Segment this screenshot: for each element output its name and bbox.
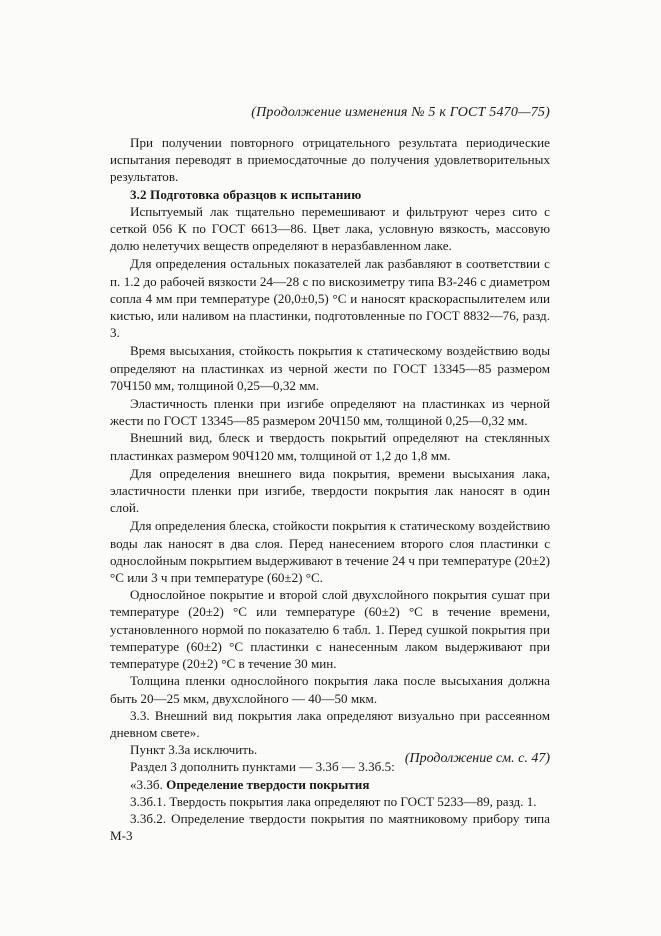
paragraph: 3.3. Внешний вид покрытия лака определяют визуально при рассеянном дневном свете».: [110, 707, 550, 740]
paragraph: Испытуемый лак тщательно перемешивают и фильтруют через сито с сеткой 056 К по ГОСТ 6613—86. Цвет лака, условную вязкость, массовую долю нелетучих веществ определяют в неразбавленном лаке.: [110, 203, 550, 254]
paragraph: Эластичность пленки при изгибе определяют на пластинках из черной жести по ГОСТ 13345—85 размером 20Ч150 мм, толщиной 0,25—0,32 мм.: [110, 396, 550, 429]
paragraph: 3.3б.1. Твердость покрытия лака определяют по ГОСТ 5233—89, разд. 1.: [130, 793, 537, 809]
paragraph: Внешний вид, блеск и твердость покрытий определяют на стеклянных пластинках размером 90Ч120 мм, толщиной от 1,2 до 1,8 мм.: [110, 430, 550, 463]
document-body: [110, 134, 550, 844]
subsection-heading: [110, 776, 550, 793]
paragraph: Время высыхания, стойкость покрытия к статическому воздействию воды определяют на пластинках из черной жести по ГОСТ 13345—85 размером 70Ч150 мм, толщиной 0,25—0,32 мм.: [110, 343, 550, 393]
paragraph: Однослойное покрытие и второй слой двухслойного покрытия сушат при температуре (20±2) °С или температуре (60±2) °С в течение времени, установленного нормой по показателю 6 табл. 1. Перед сушкой покрытия при температуре (60±2) °С пластинки с нанесенным лаком выдерживают при температуре (20±2) °С в течение 30 мин.: [110, 587, 550, 672]
continuation-footer: (Продолжение см. с. 47): [404, 751, 550, 766]
paragraph: При получении повторного отрицательного результата периодические испытания переводят в приемосдаточные до получения удовлетворительных результатов.: [110, 135, 550, 185]
paragraph: Для определения внешнего вида покрытия, времени высыхания лака, эластичности пленки при изгибе, твердости покрытия лак наносят в один слой.: [110, 465, 550, 516]
subsection-number: «3.3б.: [130, 776, 163, 792]
paragraph: Для определения остальных показателей лак разбавляют в соответствии с п. 1.2 до рабочей вязкости 24—28 с по вискозиметру типа ВЗ-246 с диаметром сопла 4 мм при температуре (20,0±0,5) °С и наносят краскораспылителем или кистью, или наливом на пластинки, подготовленные по ГОСТ 8832—76, разд. 3.: [110, 256, 550, 341]
paragraph: Толщина пленки однослойного покрытия лака после высыхания должна быть 20—25 мкм, двухслойного — 40—50 мкм.: [110, 673, 550, 706]
continuation-header: (Продолжение изменения № 5 к ГОСТ 5470—75): [251, 105, 550, 120]
paragraph: Раздел 3 дополнить пунктами — 3.3б — 3.3б.5:: [130, 759, 395, 775]
subsection-title: Определение твердости покрытия: [166, 776, 370, 792]
paragraph: 3.3б.2. Определение твердости покрытия по маятниковому прибору типа М-3: [110, 810, 550, 844]
section-heading: 3.2 Подготовка образцов к испытанию: [130, 186, 362, 202]
paragraph: Для определения блеска, стойкости покрытия к статическому воздействию воды лак наносят в два слоя. Перед нанесением второго слоя пластинки с однослойным покрытием выдерживают в течение 24 ч при температуре (20±2) °С или 3 ч при температуре (60±2) °С.: [110, 518, 550, 586]
paragraph: Пункт 3.3а исключить.: [130, 742, 258, 758]
